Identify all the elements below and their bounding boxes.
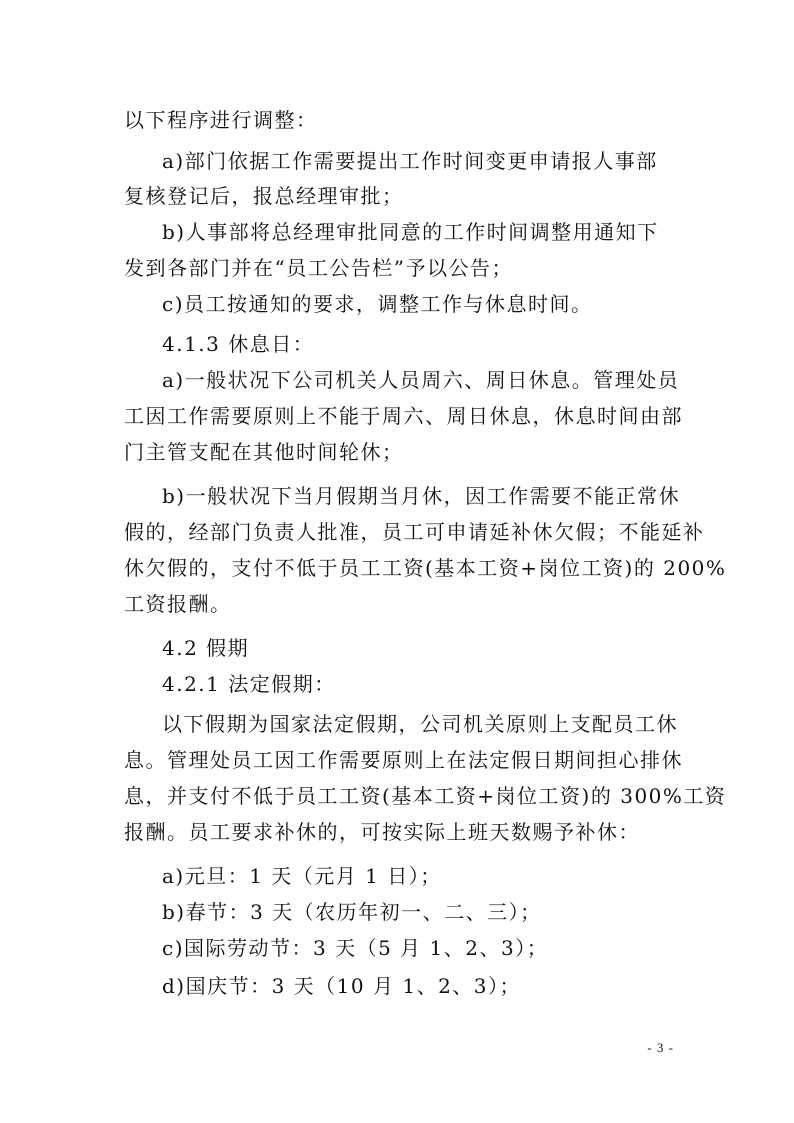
text-line: 息。管理处员工因工作需要原则上在法定假日期间担心排休 <box>124 748 683 772</box>
text-line: 发到各部门并在“员工公告栏”予以公告； <box>124 256 513 280</box>
text-line: 息，并支付不低于员工工资(基本工资+岗位工资)的 300%工资 <box>124 784 727 808</box>
list-item: b)春节：3 天（农历年初一、二、三）； <box>162 900 542 924</box>
text-line: 复核登记后，报总经理审批； <box>124 184 404 208</box>
text-line: b)人事部将总经理审批同意的工作时间调整用通知下 <box>162 220 659 244</box>
text-line: 以下假期为国家法定假期，公司机关原则上支配员工休 <box>162 712 678 736</box>
text-line: c)员工按通知的要求，调整工作与休息时间。 <box>162 292 593 316</box>
text-line: 以下程序进行调整： <box>124 108 318 132</box>
list-item: c)国际劳动节：3 天（5 月 1、2、3）； <box>162 936 549 960</box>
section-heading: 4.2.1 法定假期： <box>162 672 336 696</box>
text-line: a)部门依据工作需要提出工作时间变更申请报人事部 <box>162 149 658 173</box>
text-line: a)一般状况下公司机关人员周六、周日休息。管理处员 <box>162 368 680 392</box>
text-line: 假的，经部门负责人批准，员工可申请延补休欠假；不能延补 <box>124 520 705 544</box>
list-item: d)国庆节：3 天（10 月 1、2、3）； <box>162 974 522 998</box>
list-item: a)元旦：1 天（元月 1 日）； <box>162 864 442 888</box>
section-heading: 4.2 假期 <box>162 636 250 660</box>
text-line: 报酬。员工要求补休的，可按实际上班天数赐予补休： <box>124 820 640 844</box>
page-number: - 3 - <box>647 1040 674 1055</box>
section-heading: 4.1.3 休息日： <box>162 332 315 356</box>
text-line: 工资报酬。 <box>124 592 232 616</box>
text-line: 工因工作需要原则上不能于周六、周日休息，休息时间由部 <box>124 404 683 428</box>
text-line: b)一般状况下当月假期当月休，因工作需要不能正常休 <box>162 484 681 508</box>
text-line: 门主管支配在其他时间轮休； <box>124 440 404 464</box>
text-line: 休欠假的，支付不低于员工工资(基本工资+岗位工资)的 200% <box>124 556 727 580</box>
